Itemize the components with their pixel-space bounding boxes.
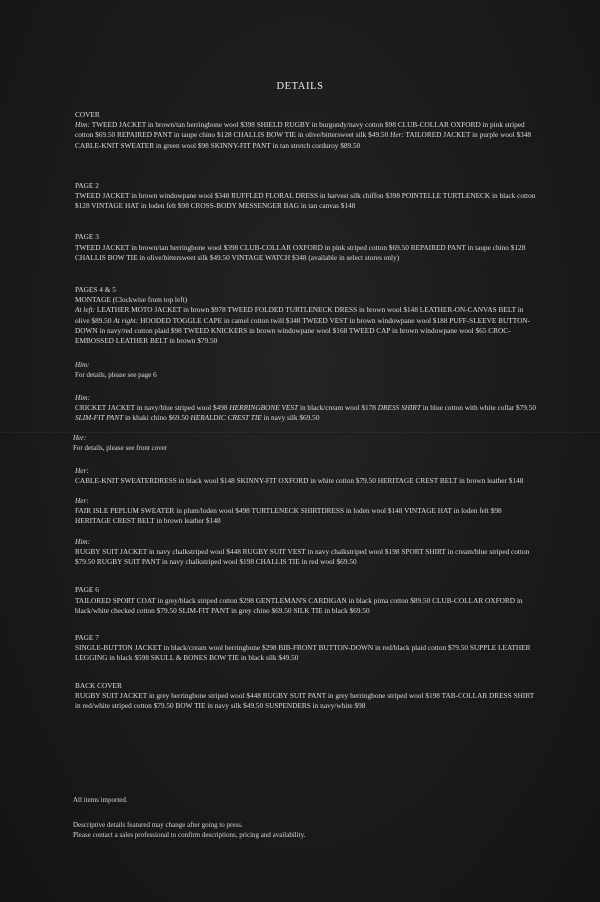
imported-note: All items imported.	[73, 796, 128, 804]
pages45-text	[75, 305, 537, 346]
him-b-italic4: HERALDIC CREST TIE	[190, 413, 262, 423]
details-content	[75, 110, 537, 711]
at-right-label: At right:	[113, 315, 139, 325]
section-heading-page6: PAGE 6	[75, 585, 99, 595]
him-b-italic1: HERRINGBONE VEST	[229, 402, 299, 412]
page7-text: SINGLE-BUTTON JACKET in black/cream wool herringbone $298 BIB-FRONT BUTTON-DOWN in red/black plaid cotton $79.50 SUPPLE LEATHER LEGGING in black $598 SKULL & BONES BOW TIE in black silk $49.50	[75, 643, 531, 663]
him-b-italic2: DRESS SHIRT	[377, 402, 421, 412]
section-him-a	[75, 360, 537, 380]
disclaimer-line-1: Descriptive details featured may change after going to press.	[73, 821, 243, 829]
page3-text: TWEED JACKET in brown/tan herringbone wool $398 CLUB-COLLAR OXFORD in pink striped cotton $69.50 REPAIRED PANT in taupe chino $128 CHALLIS BOW TIE in olive/bittersweet silk $49.50 VINTAGE WATCH $348 (available in select stores only)	[75, 242, 526, 262]
section-her-c	[75, 496, 537, 527]
section-heading-page7: PAGE 7	[75, 632, 99, 642]
her-b-text: CABLE-KNIT SWEATERDRESS in black wool $148 SKINNY-FIT OXFORD in white cotton $79.50 HERITAGE CREST BELT in brown leather $148	[75, 475, 524, 485]
at-left-label: At left:	[75, 305, 96, 315]
cover-him	[75, 120, 537, 151]
him-b-part1: CRICKET JACKET in navy/blue striped wool $498	[75, 402, 228, 412]
him-a-text: For details, please see page 6	[75, 371, 157, 380]
back-cover-text: RUGBY SUIT JACKET in grey herringbone striped wool $448 RUGBY SUIT PANT in grey herringbone striped wool $198 TAB-COLLAR DRESS SHIRT in red/white striped cotton $79.50 BOW TIE in navy silk $49.50 SUSPENDERS in navy/white $98	[75, 690, 535, 710]
her-a-text: For details, please see front cover	[73, 444, 168, 453]
montage-label: MONTAGE (Clockwise from top left)	[75, 295, 188, 305]
her-c-text: FAIR ISLE PEPLUM SWEATER in plum/loden wool $498 TURTLENECK SHIRTDRESS in loden wool $148 VINTAGE HAT in loden felt $98 HERITAGE CREST BELT in brown leather $148	[75, 506, 502, 526]
section-heading-page3: PAGE 3	[75, 232, 99, 242]
him-b-part3: in blue cotton with white collar $79.50	[422, 402, 537, 412]
section-heading-cover: COVER	[75, 110, 100, 119]
him-b-part5: in navy silk $69.50	[263, 413, 320, 423]
him-b-part4: in khaki chino $69.50	[125, 413, 189, 423]
page-title: DETAILS	[276, 81, 324, 92]
him-b-part2: in black/cream wool $178	[299, 402, 376, 412]
page6-text: TAILORED SPORT COAT in grey/black striped cotton $298 GENTLEMAN'S CARDIGAN in black pima cotton $89.50 CLUB-COLLAR OXFORD in black/white checked cotton $79.50 SLIM-FIT PANT in grey chino $69.50 SILK TIE in black $69.50	[75, 595, 523, 615]
section-page6	[75, 585, 537, 616]
section-him-c	[75, 537, 537, 568]
him-c-text: RUGBY SUIT JACKET in navy chalkstriped wool $448 RUGBY SUIT VEST in navy chalkstriped wool $198 SPORT SHIRT in cream/blue striped cotton $79.50 RUGBY SUIT PANT in navy chalkstriped wool $198 CHALLIS TIE in red wool $69.50	[75, 546, 530, 567]
disclaimer-line-2: Please contact a sales professional to confirm descriptions, pricing and availability.	[73, 831, 306, 839]
him-b-label: Him:	[75, 392, 90, 402]
her-c-label: Her:	[75, 496, 89, 506]
disclaimer	[73, 820, 543, 840]
page2-text: TWEED JACKET in brown windowpane wool $348 RUFFLED FLORAL DRESS in harvest silk chiffon $398 POINTELLE TURTLENECK in black cotton $128 VINTAGE HAT in loden felt $98 CROSS-BODY MESSENGER BAG in tan canvas $148	[75, 191, 536, 211]
cover-her-text: TAILORED JACKET in purple wool $348 CABLE-KNIT SWEATER in green wool $98 SKINNY-FIT PANT in tan stretch corduroy $89.50	[75, 130, 532, 150]
her-a-label: Her:	[73, 434, 87, 443]
section-her-b	[75, 466, 537, 486]
section-page3	[75, 232, 537, 263]
section-heading-page2: PAGE 2	[75, 180, 99, 190]
section-page2	[75, 181, 537, 212]
him-c-label: Him:	[75, 536, 90, 546]
at-left-text: LEATHER MOTO JACKET in brown $978 TWEED FOLDED TURTLENECK DRESS in brown wool $148 LEATHER-ON-CANVAS BELT in olive $89.50	[75, 305, 524, 325]
section-back-cover	[75, 681, 537, 712]
him-b-text	[75, 403, 537, 423]
section-cover	[75, 110, 537, 151]
section-him-b	[75, 393, 537, 424]
section-heading-pages45: PAGES 4 & 5	[75, 285, 116, 295]
section-her-a	[73, 433, 537, 453]
section-pages45	[75, 285, 537, 346]
him-b-italic3: SLIM-FIT PANT	[75, 413, 124, 423]
him-a-label: Him:	[75, 361, 90, 370]
her-label: Her:	[390, 130, 404, 140]
her-b-label: Her:	[75, 465, 89, 475]
at-right-text: HOODED TOGGLE CAPE in camel cotton twill $348 TWEED VEST in brown windowpane wool $188 PUFF-SLEEVE BUTTON-DOWN in navy/red cotton plaid $98 TWEED KNICKERS in brown windowpane wool $168 TWEED CAP in brown windowpane wool $65 CROC-EMBOSSED LEATHER BELT in brown $79.50	[75, 315, 531, 346]
section-page7	[75, 633, 537, 664]
section-heading-back-cover: BACK COVER	[75, 680, 122, 690]
cover-him-text: TWEED JACKET in brown/tan herringbone wool $398 SHIELD RUGBY in burgundy/navy cotton $98 CLUB-COLLAR OXFORD in pink striped cotton $69.50 REPAIRED PANT in taupe chino $128 CHALLIS BOW TIE in olive/bittersweet silk $49.50	[75, 120, 525, 140]
him-label: Him:	[75, 120, 90, 130]
